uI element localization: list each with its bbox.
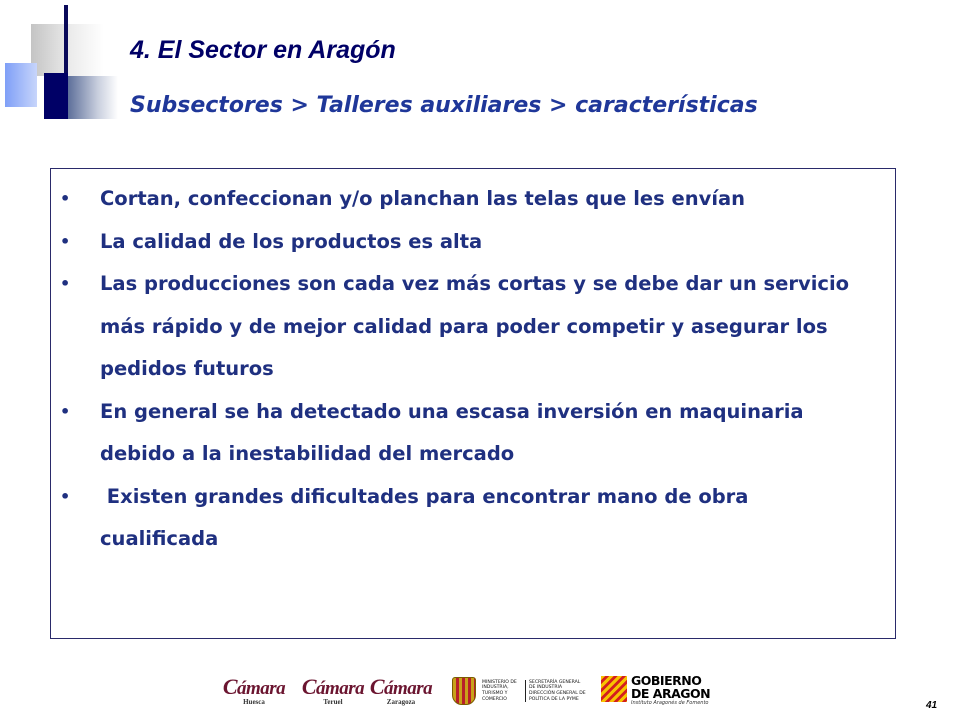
camara-teruel-logo: Cámara Teruel <box>301 674 365 706</box>
camara-zaragoza-logo: Cámara Zaragoza <box>369 674 433 706</box>
bullet-icon: • <box>60 486 71 506</box>
camara-huesca-logo: Cámara Huesca <box>222 674 286 706</box>
gobierno-de-aragon-logo: GOBIERNO DE ARAGON Instituto Aragonés de Fomento <box>601 674 711 712</box>
content-box <box>50 168 896 639</box>
bullet-item <box>51 476 895 561</box>
bullet-item <box>51 391 895 476</box>
bullet-text: La calidad de los productos es alta <box>100 229 483 253</box>
bullet-item <box>51 178 895 221</box>
decorative-blue-block <box>5 63 37 107</box>
slide-title: 4. El Sector en Aragón <box>130 36 396 64</box>
bullet-list <box>51 178 895 561</box>
bullet-icon: • <box>60 189 71 208</box>
bullet-icon: • <box>60 401 71 421</box>
bullet-item <box>51 263 895 391</box>
bullet-text: En general se ha detectado una escasa inversión en maquinaria debido a la inestabilidad del mercado <box>100 399 804 465</box>
bullet-text: Existen grandes dificultades para encontrar mano de obra cualificada <box>100 484 756 550</box>
bullet-icon: • <box>60 231 71 251</box>
decorative-navy-block <box>44 73 68 119</box>
bullet-icon: • <box>60 274 71 293</box>
decorative-fade-block <box>68 76 118 119</box>
page-number: 41 <box>926 700 938 711</box>
ministerio-logo: MINISTERIO DE INDUSTRIA, TURISMO Y COMERCIO SECRETARÍA GENERAL DE INDUSTRIA DIRECCIÓN GENERAL DE POLÍTICA DE LA PYME <box>452 674 590 708</box>
spanish-coat-of-arms-icon <box>452 677 476 705</box>
bullet-item <box>51 221 895 264</box>
aragon-flag-icon <box>601 676 627 702</box>
bullet-text: Las producciones son cada vez más cortas y se debe dar un servicio más rápido y de mejor calidad para poder competir y asegurar los pedidos futuros <box>100 272 850 380</box>
bullet-text: Cortan, confeccionan y/o planchan las telas que les envían <box>100 187 746 210</box>
slide-subtitle: Subsectores > Talleres auxiliares > características <box>130 93 758 118</box>
